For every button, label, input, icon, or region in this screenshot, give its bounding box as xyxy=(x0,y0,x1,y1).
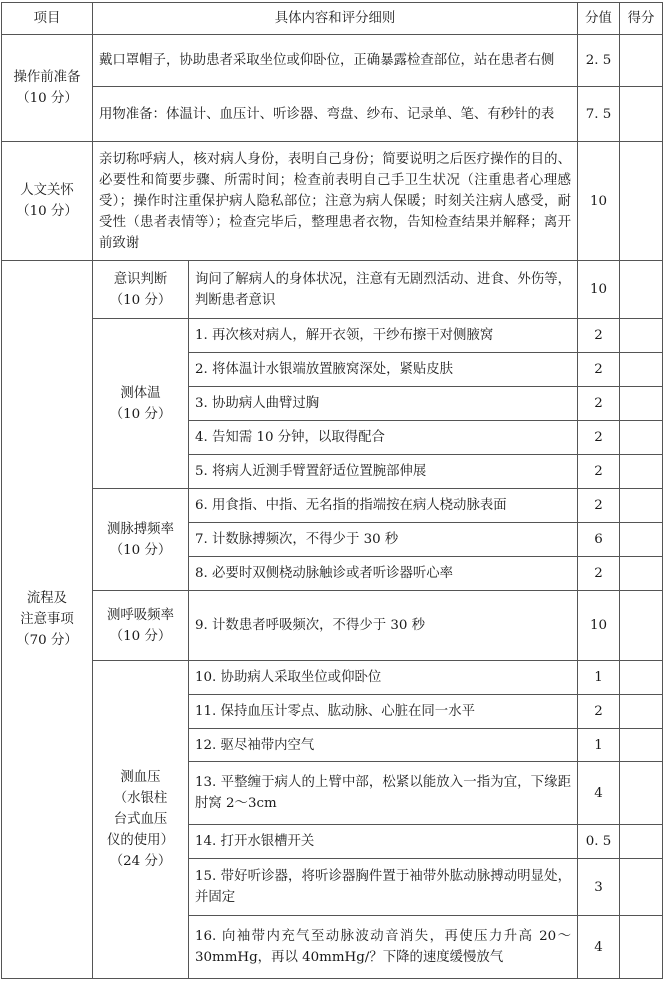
bp-row-7-got xyxy=(620,916,663,979)
bp-row-2-got xyxy=(620,695,663,729)
header-content: 具体内容和评分细则 xyxy=(93,3,578,35)
table-row xyxy=(2,319,663,353)
prep-row-1-text: 戴口罩帽子，协助患者采取坐位或仰卧位，正确暴露检查部位，站在患者右侧 xyxy=(93,35,578,87)
sub-pulse xyxy=(93,489,189,591)
header-got: 得分 xyxy=(620,3,663,35)
section-humane-points: （10 分） xyxy=(16,204,78,219)
sub-bp-title-4: 仪的使用） xyxy=(107,833,174,848)
sub-respiration-title: 测呼吸频率 xyxy=(107,607,174,623)
section-process xyxy=(2,261,93,979)
temperature-row-1-score: 2 xyxy=(578,319,620,353)
section-process-points: （70 分） xyxy=(16,633,78,648)
sub-temperature xyxy=(93,319,189,489)
bp-row-3-score: 1 xyxy=(578,729,620,762)
temperature-row-3-text: 3. 协助病人曲臂过胸 xyxy=(189,387,578,421)
pulse-row-2-text: 7. 计数脉搏频次，不得少于 30 秒 xyxy=(189,523,578,557)
prep-row-2-got xyxy=(620,87,663,142)
pulse-row-1-score: 2 xyxy=(578,489,620,523)
table-row xyxy=(2,261,663,319)
pulse-row-2-got xyxy=(620,523,663,557)
header-row xyxy=(2,3,663,35)
bp-row-5-text: 14. 打开水银槽开关 xyxy=(189,825,578,859)
pulse-row-2-score: 6 xyxy=(578,523,620,557)
bp-row-6-text: 15. 带好听诊器，将听诊器胸件置于袖带外肱动脉搏动明显处，并固定 xyxy=(189,859,578,916)
sub-respiration-points: （10 分） xyxy=(109,628,172,644)
header-score: 分值 xyxy=(578,3,620,35)
temperature-row-1-got xyxy=(620,319,663,353)
bp-row-1-got xyxy=(620,661,663,695)
temperature-row-3-score: 2 xyxy=(578,387,620,421)
humane-text: 亲切称呼病人，核对病人身份，表明自己身份；简要说明之后医疗操作的目的、必要性和简要步骤、所需时间；检查前表明自己手卫生状况（注重患者心理感受）；操作时注重保护病人隐私部位；注意为病人保暖；时刻关注病人感受，耐受性（患者表情等）；检查完毕后，整理患者衣物，告知检查结果并解释；离开前致谢 xyxy=(93,142,578,261)
section-process-title-1: 流程及 xyxy=(26,591,68,606)
temperature-row-5-got xyxy=(620,455,663,489)
bp-row-7-score: 4 xyxy=(578,916,620,979)
section-humane-title: 人文关怀 xyxy=(20,183,74,198)
sub-pulse-title: 测脉搏频率 xyxy=(107,521,174,537)
respiration-text: 9. 计数患者呼吸频次，不得少于 30 秒 xyxy=(189,591,578,661)
bp-row-6-score: 3 xyxy=(578,859,620,916)
table-row xyxy=(2,661,663,695)
humane-got xyxy=(620,142,663,261)
sub-bp xyxy=(93,661,189,979)
respiration-score: 10 xyxy=(578,591,620,661)
consciousness-score: 10 xyxy=(578,261,620,319)
sub-bp-title-3: 台式血压 xyxy=(113,812,168,827)
bp-row-5-got xyxy=(620,825,663,859)
table-row xyxy=(2,142,663,261)
bp-row-4-text: 13. 平整缠于病人的上臂中部，松紧以能放入一指为宜，下缘距肘窝 2～3cm xyxy=(189,762,578,825)
sub-bp-title-1: 测血压 xyxy=(120,770,161,785)
sub-pulse-points: （10 分） xyxy=(109,542,172,558)
bp-row-7-text: 16. 向袖带内充气至动脉波动音消失，再使压力升高 20～30mmHg，再以 40mmHg/？下降的速度缓慢放气 xyxy=(189,916,578,979)
header-item: 项目 xyxy=(2,3,93,35)
pulse-row-3-score: 2 xyxy=(578,557,620,591)
table-row xyxy=(2,489,663,523)
temperature-row-5-score: 2 xyxy=(578,455,620,489)
pulse-row-1-text: 6. 用食指、中指、无名指的指端按在病人桡动脉表面 xyxy=(189,489,578,523)
bp-row-1-text: 10. 协助病人采取坐位或仰卧位 xyxy=(189,661,578,695)
section-humane xyxy=(2,142,93,261)
prep-row-2-score: 7. 5 xyxy=(578,87,620,142)
bp-row-4-score: 4 xyxy=(578,762,620,825)
temperature-row-2-got xyxy=(620,353,663,387)
prep-row-1-got xyxy=(620,35,663,87)
bp-row-2-score: 2 xyxy=(578,695,620,729)
prep-row-1-score: 2. 5 xyxy=(578,35,620,87)
pulse-row-3-text: 8. 必要时双侧桡动脉触诊或者听诊器听心率 xyxy=(189,557,578,591)
section-prep-points: （10 分） xyxy=(16,91,78,106)
bp-row-4-got xyxy=(620,762,663,825)
sub-consciousness xyxy=(93,261,189,319)
temperature-row-4-text: 4. 告知需 10 分钟，以取得配合 xyxy=(189,421,578,455)
bp-row-3-text: 12. 驱尽袖带内空气 xyxy=(189,729,578,762)
table-row xyxy=(2,35,663,87)
sub-bp-title-2: （水银柱 xyxy=(113,791,168,806)
section-prep xyxy=(2,35,93,142)
sub-consciousness-title: 意识判断 xyxy=(113,271,168,287)
prep-row-2-text: 用物准备：体温计、血压计、听诊器、弯盘、纱布、记录单、笔、有秒针的表 xyxy=(93,87,578,142)
respiration-got xyxy=(620,591,663,661)
table-row xyxy=(2,591,663,661)
humane-score: 10 xyxy=(578,142,620,261)
sub-consciousness-points: （10 分） xyxy=(109,292,172,308)
section-process-title-2: 注意事项 xyxy=(20,612,74,627)
bp-row-3-got xyxy=(620,729,663,762)
bp-row-6-got xyxy=(620,859,663,916)
consciousness-got xyxy=(620,261,663,319)
temperature-row-5-text: 5. 将病人近测手臂置舒适位置腕部伸展 xyxy=(189,455,578,489)
bp-row-5-score: 0. 5 xyxy=(578,825,620,859)
temperature-row-1-text: 1. 再次核对病人，解开衣领，干纱布擦干对侧腋窝 xyxy=(189,319,578,353)
pulse-row-1-got xyxy=(620,489,663,523)
bp-row-2-text: 11. 保持血压计零点、肱动脉、心脏在同一水平 xyxy=(189,695,578,729)
temperature-row-3-got xyxy=(620,387,663,421)
sub-respiration xyxy=(93,591,189,661)
temperature-row-4-score: 2 xyxy=(578,421,620,455)
sub-temperature-points: （10 分） xyxy=(109,406,172,422)
sub-temperature-title: 测体温 xyxy=(120,385,161,401)
scoring-table xyxy=(1,2,663,979)
temperature-row-2-score: 2 xyxy=(578,353,620,387)
table-row xyxy=(2,87,663,142)
consciousness-text: 询问了解病人的身体状况，注意有无剧烈活动、进食、外伤等，判断患者意识 xyxy=(189,261,578,319)
bp-row-1-score: 1 xyxy=(578,661,620,695)
sub-bp-title-5: （24 分） xyxy=(109,854,172,869)
temperature-row-2-text: 2. 将体温计水银端放置腋窝深处，紧贴皮肤 xyxy=(189,353,578,387)
temperature-row-4-got xyxy=(620,421,663,455)
pulse-row-3-got xyxy=(620,557,663,591)
section-prep-title: 操作前准备 xyxy=(13,70,81,85)
